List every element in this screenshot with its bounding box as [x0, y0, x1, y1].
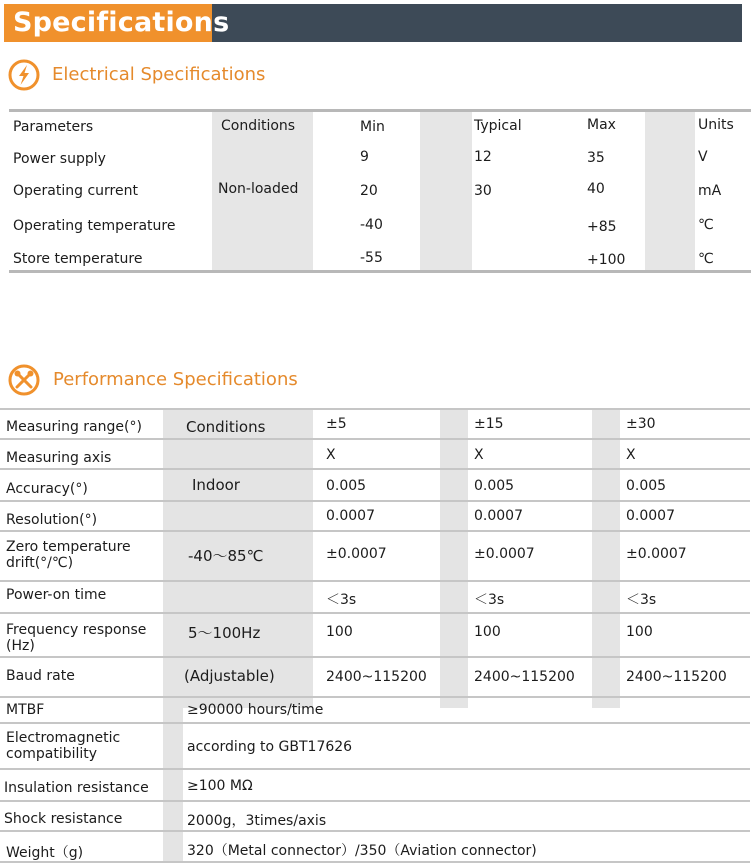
power-on-value: ＜3s [474, 592, 505, 608]
row-rule [0, 530, 750, 532]
row-label: Zero temperature drift(°/℃) [6, 539, 131, 571]
row-label: Measuring axis [6, 450, 112, 466]
power-on-value: ＜3s [326, 592, 357, 608]
row-label: Frequency response (Hz) [6, 622, 147, 654]
row-label: Power-on time [6, 587, 107, 603]
range-value: ±30 [626, 416, 656, 432]
label-divider-band [163, 708, 183, 863]
typical-spacer-band [420, 112, 472, 270]
row-label: Measuring range(°) [6, 419, 142, 435]
power-on-value: ＜3s [626, 592, 657, 608]
resolution-value: 0.0007 [326, 508, 375, 524]
row-label: MTBF [6, 702, 45, 718]
resolution-value: 0.0007 [474, 508, 523, 524]
weight-value: 320（Metal connector）/350（Aviation connector) [187, 843, 537, 859]
column-header-min: Min [360, 119, 385, 135]
row-label: Shock resistance [4, 811, 123, 827]
min-value: 9 [360, 149, 369, 165]
condition-value: Non-loaded [218, 181, 299, 197]
shock-value: 2000g，3times/axis [187, 813, 327, 829]
frequency-value: 100 [474, 624, 501, 640]
baud-value: 2400~115200 [474, 669, 575, 685]
row-label: Resolution(°) [6, 512, 98, 528]
row-rule [0, 612, 750, 614]
unit-value: V [698, 149, 708, 165]
row-label: Operating current [13, 183, 138, 199]
tools-icon [8, 364, 40, 396]
table-top-rule [9, 109, 751, 112]
performance-table [0, 408, 750, 863]
performance-section-title: Performance Specifications [53, 369, 298, 390]
unit-value: mA [698, 183, 722, 199]
condition-value: (Adjustable) [184, 667, 275, 685]
row-rule [0, 696, 750, 698]
baud-value: 2400~115200 [626, 669, 727, 685]
range-value: ±5 [326, 416, 347, 432]
electrical-table [9, 109, 751, 272]
max-value: +100 [587, 252, 626, 268]
row-rule [0, 722, 750, 724]
column-header-conditions: Conditions [221, 118, 296, 134]
accuracy-value: 0.005 [326, 478, 367, 494]
row-label: Power supply [13, 151, 106, 167]
typical-value: 12 [474, 149, 492, 165]
row-label: Baud rate [6, 668, 75, 684]
frequency-value: 100 [326, 624, 353, 640]
row-label: Store temperature [13, 251, 143, 267]
min-value: -40 [360, 217, 383, 233]
max-value: +85 [587, 219, 617, 235]
max-value: 35 [587, 150, 605, 166]
header-banner [4, 4, 742, 42]
row-rule [0, 768, 750, 770]
column-header-max: Max [587, 117, 616, 133]
row-rule [0, 408, 750, 410]
frequency-value: 100 [626, 624, 653, 640]
axis-value: X [326, 447, 336, 463]
row-label: Operating temperature [13, 218, 176, 234]
row-rule [0, 438, 750, 440]
unit-value: ℃ [698, 251, 714, 267]
insulation-value: ≥100 MΩ [187, 778, 253, 794]
column-header-parameters: Parameters [13, 119, 94, 135]
resolution-value: 0.0007 [626, 508, 675, 524]
row-label: Insulation resistance [4, 780, 149, 796]
unit-value: ℃ [698, 217, 714, 233]
electrical-section-title: Electrical Specifications [52, 64, 266, 85]
header-tab [4, 4, 230, 42]
row-rule [0, 656, 750, 658]
row-rule [0, 468, 750, 470]
accuracy-value: 0.005 [626, 478, 667, 494]
column-gap-band [440, 410, 468, 708]
min-value: -55 [360, 250, 383, 266]
column-gap-band [592, 410, 620, 708]
row-rule [0, 800, 750, 802]
mtbf-value: ≥90000 hours/time [187, 702, 324, 718]
range-value: ±15 [474, 416, 504, 432]
typical-value: 30 [474, 183, 492, 199]
row-rule [0, 861, 750, 863]
table-bottom-rule [9, 270, 751, 273]
accuracy-value: 0.005 [474, 478, 515, 494]
drift-value: ±0.0007 [474, 546, 535, 562]
emc-value: according to GBT17626 [187, 739, 353, 755]
row-rule [0, 580, 750, 582]
axis-value: X [474, 447, 484, 463]
conditions-header: Conditions [186, 418, 266, 436]
min-value: 20 [360, 183, 378, 199]
row-rule [0, 830, 750, 832]
drift-value: ±0.0007 [326, 546, 387, 562]
column-header-units: Units [698, 117, 734, 133]
row-label: Electromagnetic compatibility [6, 730, 121, 762]
column-header-typical: Typical [474, 118, 522, 134]
units-spacer-band [645, 112, 695, 270]
drift-value: ±0.0007 [626, 546, 687, 562]
row-label: Accuracy(°) [6, 481, 88, 497]
condition-value: Indoor [192, 476, 240, 494]
page-title: Specifications [13, 7, 230, 38]
condition-value: -40～85℃ [188, 547, 264, 565]
baud-value: 2400~115200 [326, 669, 427, 685]
axis-value: X [626, 447, 636, 463]
condition-value: 5～100Hz [188, 624, 261, 642]
row-rule [0, 500, 750, 502]
row-label: Weight（g) [6, 845, 84, 861]
lightning-icon [8, 59, 40, 91]
max-value: 40 [587, 181, 605, 197]
